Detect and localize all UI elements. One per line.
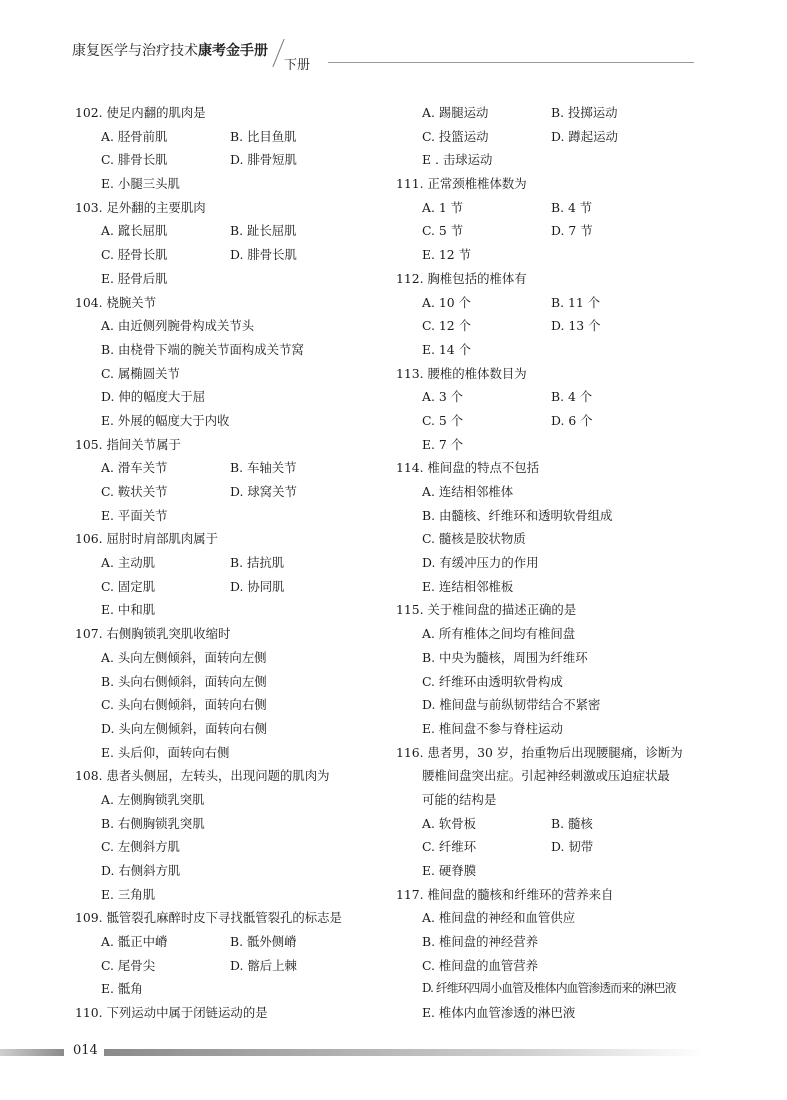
- book-title-plain: 康复医学与治疗技术: [72, 43, 198, 59]
- option-row: [396, 409, 706, 433]
- header-rule: [328, 62, 694, 63]
- book-title-bold: 康考金手册: [198, 43, 268, 59]
- text-line: B. 中央为髓核，周围为纤维环: [422, 649, 588, 665]
- option-text: C. 12 个: [422, 318, 472, 334]
- text-line: A. 头向左侧倾斜，面转向左侧: [101, 649, 267, 665]
- text-line: C. 椎间盘的血管营养: [422, 957, 539, 973]
- option-row: E. 中和肌: [101, 602, 156, 618]
- option-row: [396, 196, 706, 220]
- option-text: B. 4 个: [551, 389, 593, 405]
- text-line: B. 头向右侧倾斜，面转向左侧: [101, 673, 267, 689]
- text-line: B. 椎间盘的神经营养: [422, 934, 539, 950]
- option-row: [75, 480, 405, 504]
- option-row: [396, 291, 706, 315]
- option-text: C. 鞍状关节: [101, 484, 168, 499]
- footer-bar-right: [104, 1049, 704, 1056]
- question-stem: 103. 足外翻的主要肌肉: [75, 199, 206, 215]
- text-line: D. 伸的幅度大于屈: [101, 389, 206, 405]
- option-row: [75, 954, 405, 978]
- question-stem: 108. 患者头侧屈，左转头，出现问题的肌肉为: [75, 768, 330, 784]
- footer-bar-left: [0, 1049, 64, 1056]
- option-text: A. 3 个: [422, 389, 464, 405]
- option-text: C. 腓骨长肌: [101, 152, 168, 168]
- question-stem: 109. 骶管裂孔麻醉时皮下寻找骶管裂孔的标志是: [75, 910, 342, 926]
- option-text: D. 腓骨短肌: [230, 152, 297, 168]
- option-row: E. 7 个: [422, 436, 464, 452]
- text-line: D. 有缓冲压力的作用: [422, 555, 539, 571]
- option-row: E. 骶角: [101, 981, 143, 997]
- text-line: 可能的结构是: [422, 791, 497, 807]
- option-row: [396, 812, 706, 836]
- text-line: A. 椎间盘的神经和血管供应: [422, 910, 576, 926]
- option-text: B. 趾长屈肌: [230, 223, 297, 239]
- option-text: B. 车轴关节: [230, 460, 297, 476]
- text-line: D. 头向左侧倾斜，面转向右侧: [101, 720, 268, 736]
- text-line: C. 头向右侧倾斜，面转向右侧: [101, 697, 267, 713]
- text-line: E. 连结相邻椎板: [422, 578, 514, 594]
- text-line: B. 右侧胸锁乳突肌: [101, 815, 205, 831]
- option-text: B. 投掷运动: [551, 105, 618, 120]
- option-row: E. 14 个: [422, 341, 472, 357]
- question-stem: 114. 椎间盘的特点不包括: [396, 460, 540, 476]
- text-line: A. 左侧胸锁乳突肌: [101, 791, 205, 807]
- option-text: B. 髓核: [551, 815, 593, 831]
- text-line: D. 纤维环四周小血管及椎体内血管渗透而来的淋巴液: [422, 981, 676, 996]
- text-line: C. 左侧斜方肌: [101, 839, 180, 855]
- question-stem: 110. 下列运动中属于闭链运动的是: [75, 1005, 268, 1021]
- option-text: D. 腓骨长肌: [230, 247, 297, 263]
- question-stem: 104. 桡腕关节: [75, 294, 157, 310]
- text-line: A. 连结相邻椎体: [422, 484, 514, 499]
- option-text: D. 13 个: [551, 318, 601, 334]
- text-line: E. 椎间盘不参与脊柱运动: [422, 720, 563, 736]
- option-text: C. 固定肌: [101, 578, 156, 594]
- text-line: E. 椎体内血管渗透的淋巴液: [422, 1005, 576, 1021]
- volume-label: 下册: [284, 58, 311, 73]
- option-row: [75, 125, 405, 149]
- option-row: [75, 219, 405, 243]
- option-text: A. 1 节: [422, 199, 464, 215]
- option-text: D. 球窝关节: [230, 484, 297, 499]
- option-row: [75, 930, 405, 954]
- option-row: [396, 385, 706, 409]
- question-stem: 116. 患者男，30 岁，抬重物后出现腰腿痛，诊断为: [396, 744, 683, 760]
- page-number: 014: [73, 1043, 98, 1058]
- question-stem: 111. 正常颈椎椎体数为: [396, 176, 527, 192]
- option-row: E. 小腿三头肌: [101, 176, 180, 192]
- option-text: B. 11 个: [551, 294, 601, 310]
- option-row: E . 击球运动: [422, 152, 493, 168]
- question-stem: 102. 使足内翻的肌肉是: [75, 105, 206, 120]
- text-line: 腰椎间盘突出症。引起神经刺激或压迫症状最: [422, 768, 670, 784]
- question-stem: 105. 指间关节属于: [75, 436, 181, 452]
- option-row: [396, 835, 706, 859]
- header-slash-divider: [272, 39, 284, 67]
- text-line: A. 由近侧列腕骨构成关节头: [101, 318, 255, 334]
- option-text: C. 投篮运动: [422, 128, 489, 144]
- text-line: A. 所有椎体之间均有椎间盘: [422, 626, 576, 642]
- option-row: [396, 101, 706, 125]
- option-row: E. 胫骨后肌: [101, 270, 168, 286]
- text-line: C. 属椭圆关节: [101, 365, 180, 381]
- option-row: [75, 575, 405, 599]
- option-text: A. 䠚长屈肌: [101, 223, 168, 239]
- option-row: [75, 456, 405, 480]
- text-line: C. 髓核是胶状物质: [422, 531, 526, 547]
- question-stem: 113. 腰椎的椎体数目为: [396, 365, 527, 381]
- question-stem: 117. 椎间盘的髓核和纤维环的营养来自: [396, 886, 614, 902]
- option-row: [396, 125, 706, 149]
- option-text: C. 尾骨尖: [101, 957, 156, 973]
- text-line: D. 椎间盘与前纵韧带结合不紧密: [422, 697, 601, 713]
- option-text: A. 滑车关节: [101, 460, 168, 476]
- option-text: B. 4 节: [551, 199, 593, 215]
- option-row: [75, 551, 405, 575]
- option-row: E. 平面关节: [101, 507, 168, 523]
- option-text: A. 踢腿运动: [422, 105, 489, 120]
- option-text: B. 骶外侧嵴: [230, 934, 297, 950]
- option-text: A. 软骨板: [422, 815, 476, 831]
- page-header: [72, 40, 696, 76]
- text-line: E. 外展的幅度大于内收: [101, 412, 230, 428]
- question-stem: 106. 屈肘时肩部肌肉属于: [75, 531, 219, 547]
- book-title: [72, 40, 268, 60]
- text-line: B. 由髓核、纤维环和透明软骨组成: [422, 507, 613, 523]
- option-text: C. 纤维环: [422, 839, 477, 855]
- option-text: D. 蹲起运动: [551, 128, 618, 144]
- option-text: B. 拮抗肌: [230, 555, 285, 571]
- text-line: D. 右侧斜方肌: [101, 863, 181, 878]
- option-text: B. 比目鱼肌: [230, 128, 297, 144]
- option-text: A. 骶正中嵴: [101, 934, 168, 950]
- left-column: [75, 101, 405, 1025]
- option-row: [396, 219, 706, 243]
- option-text: A. 10 个: [422, 294, 471, 310]
- option-row: [75, 243, 405, 267]
- option-row: [396, 314, 706, 338]
- option-row: E. 12 节: [422, 247, 472, 263]
- option-text: A. 胫骨前肌: [101, 128, 168, 144]
- option-text: D. 韧带: [551, 839, 594, 855]
- text-line: E. 头后仰，面转向右侧: [101, 744, 230, 760]
- question-stem: 107. 右侧胸锁乳突肌收缩时: [75, 626, 231, 642]
- option-text: D. 协同肌: [230, 578, 285, 594]
- text-line: B. 由桡骨下端的腕关节面构成关节窝: [101, 341, 304, 357]
- option-text: D. 7 节: [551, 223, 593, 239]
- right-column: [396, 101, 706, 1025]
- option-text: D. 6 个: [551, 412, 593, 428]
- text-line: C. 纤维环由透明软骨构成: [422, 673, 563, 689]
- option-text: D. 髂后上棘: [230, 957, 297, 973]
- option-text: C. 5 节: [422, 223, 464, 239]
- text-line: E. 三角肌: [101, 886, 156, 902]
- question-stem: 112. 胸椎包括的椎体有: [396, 270, 527, 286]
- option-text: C. 5 个: [422, 412, 464, 428]
- option-row: E. 硬脊膜: [422, 863, 477, 878]
- option-text: C. 胫骨长肌: [101, 247, 168, 263]
- option-row: [75, 148, 405, 172]
- option-text: A. 主动肌: [101, 555, 155, 571]
- question-stem: 115. 关于椎间盘的描述正确的是: [396, 602, 577, 618]
